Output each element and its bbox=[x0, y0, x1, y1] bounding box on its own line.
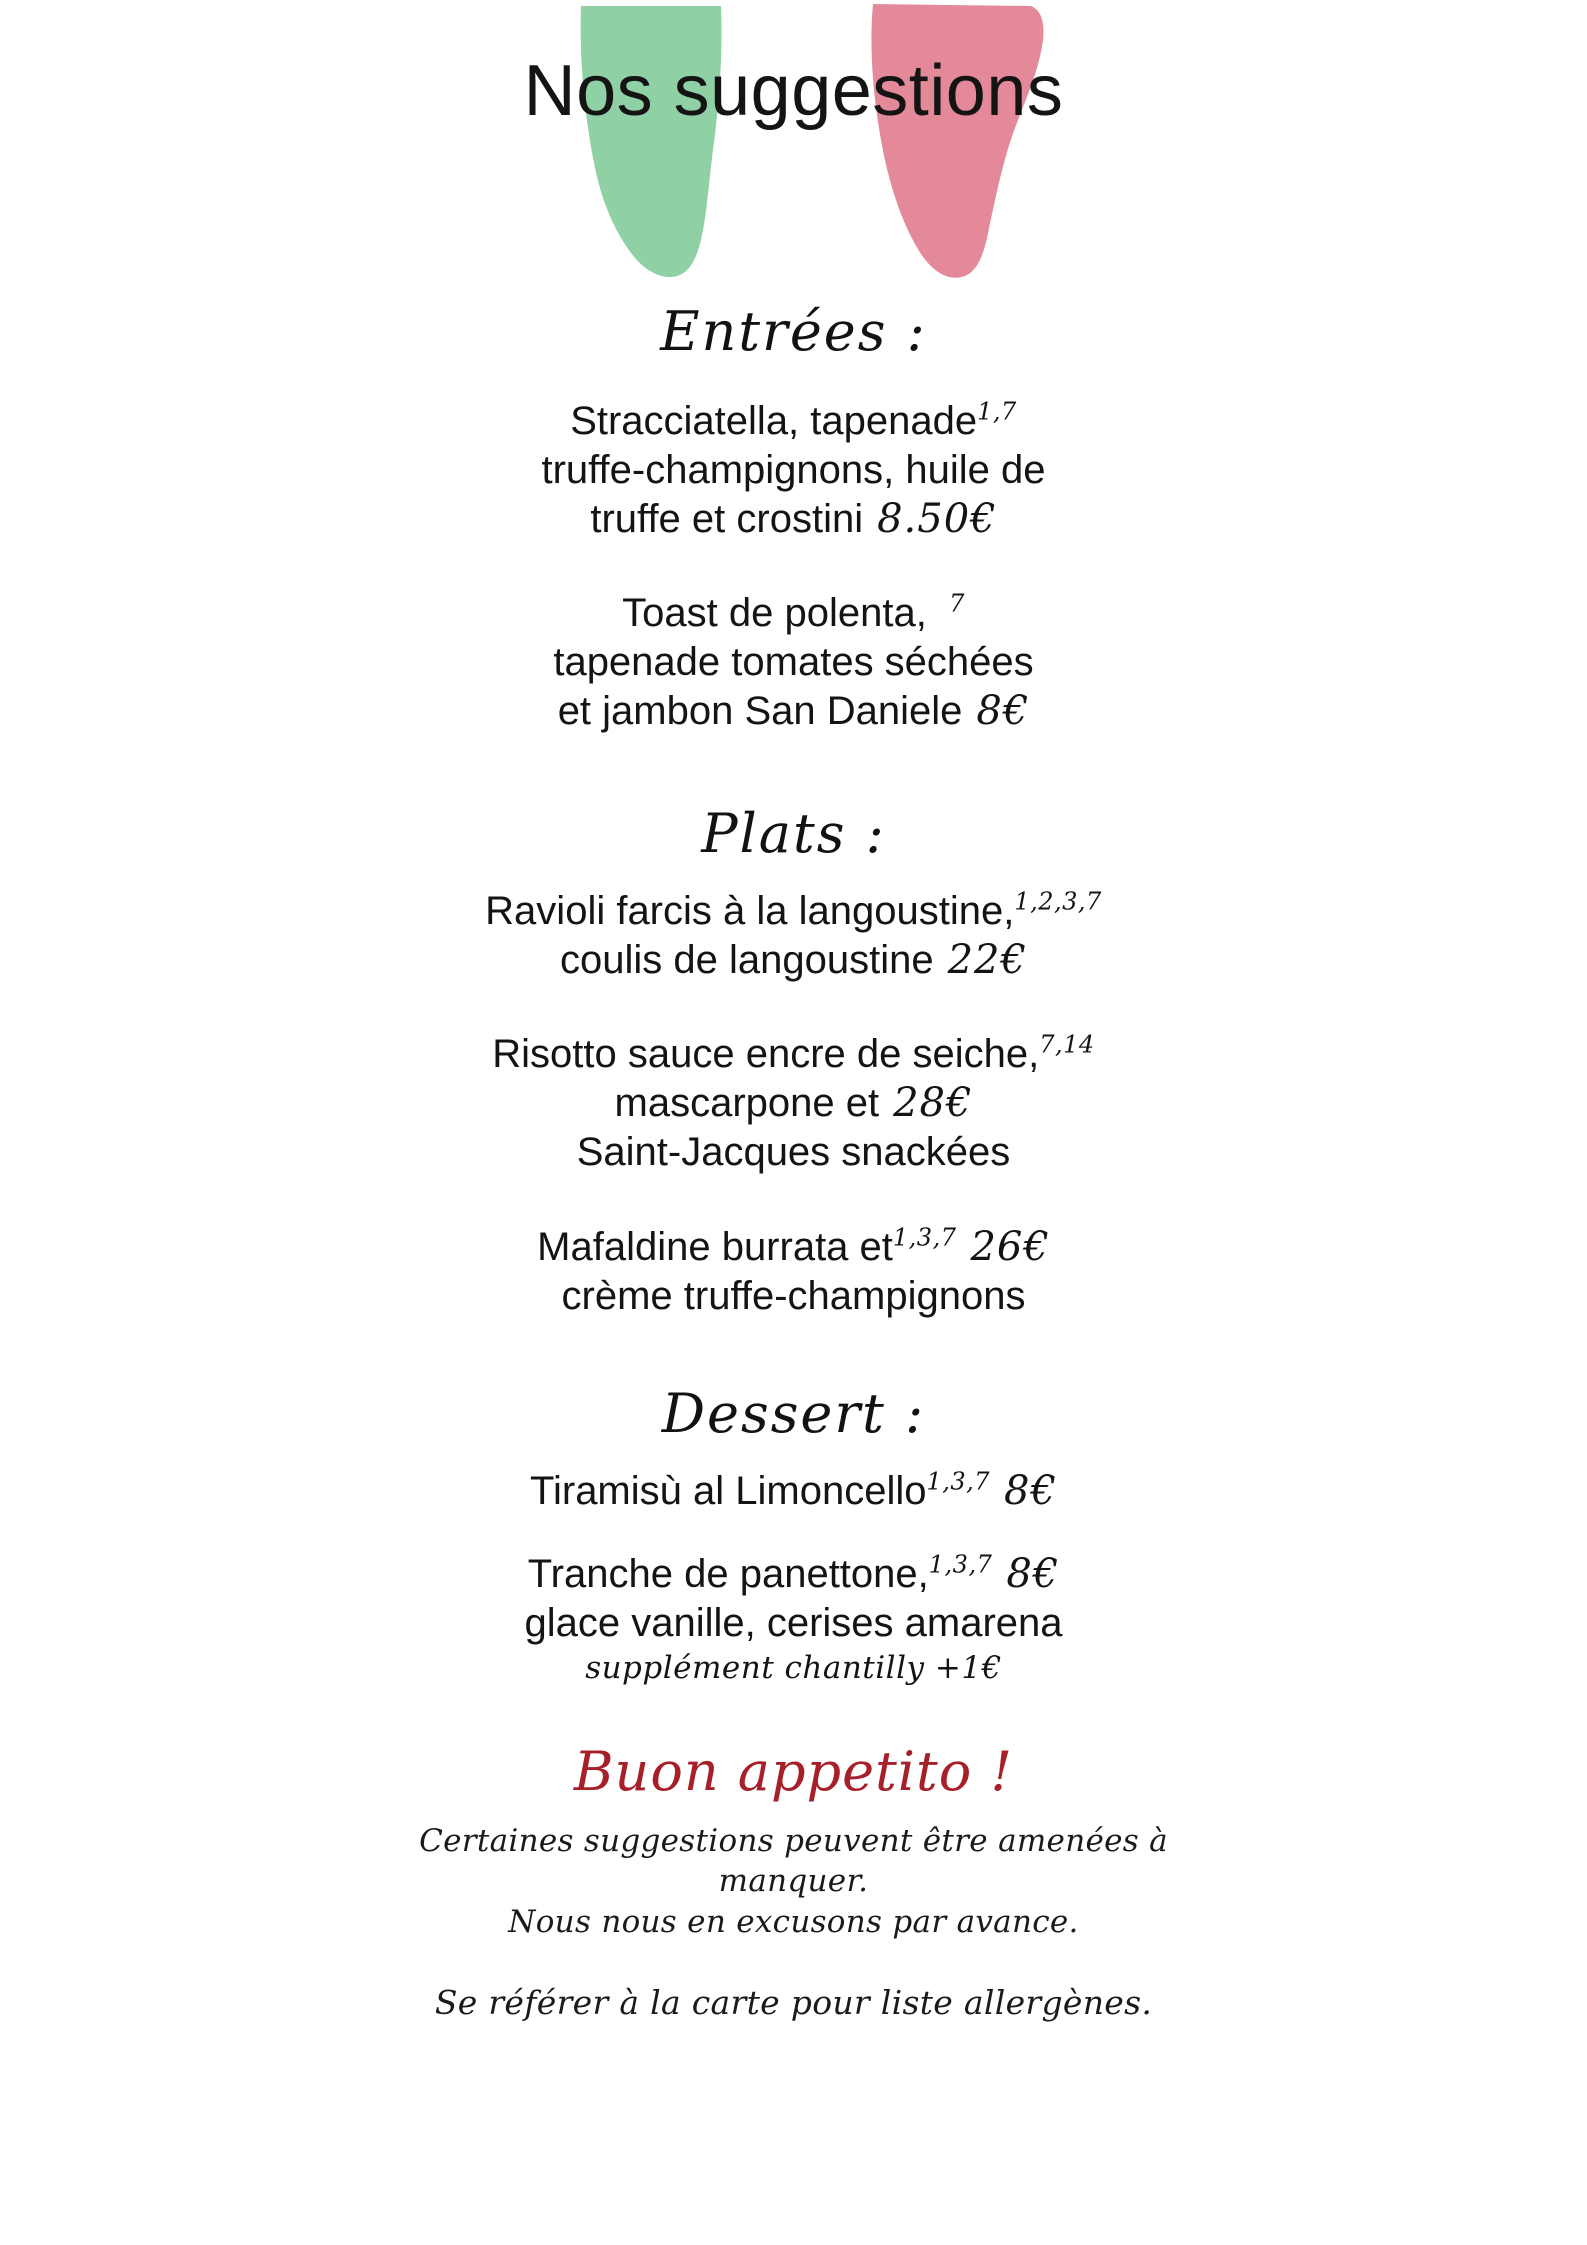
menu-item bbox=[164, 887, 1424, 985]
menu-item-text: Risotto sauce encre de seiche, bbox=[492, 1032, 1040, 1077]
menu-item-line bbox=[204, 687, 1384, 736]
menu-item-line bbox=[204, 1223, 1384, 1272]
allergen-codes: 1,3,7 bbox=[926, 1468, 991, 1497]
menu-item-price: 8.50€ bbox=[877, 495, 997, 542]
menu-item-line bbox=[204, 1467, 1384, 1516]
section-heading-dessert: Dessert : bbox=[661, 1382, 926, 1446]
spacer bbox=[0, 543, 1587, 589]
menu-item-price: 22€ bbox=[947, 936, 1027, 983]
menu-item-price: 8€ bbox=[1006, 1551, 1060, 1598]
menu-item-line bbox=[204, 887, 1384, 936]
section-heading-plats: Plats : bbox=[701, 801, 886, 865]
availability-note bbox=[0, 1821, 1587, 1944]
menu-item-price: 26€ bbox=[970, 1223, 1050, 1270]
menu-item bbox=[164, 397, 1424, 543]
menu-item-line: tapenade tomates séchées bbox=[553, 640, 1034, 685]
menu-item-line bbox=[204, 1079, 1384, 1128]
menu-item-supplement: supplément chantilly +1€ bbox=[585, 1649, 1002, 1686]
page-title: Nos suggestions bbox=[523, 51, 1064, 131]
availability-note-line: Certaines suggestions peuvent être amenées à bbox=[419, 1822, 1168, 1859]
allergen-codes: 1,7 bbox=[977, 397, 1017, 426]
menu-item-line bbox=[204, 1550, 1384, 1599]
menu-item bbox=[164, 589, 1424, 735]
spacer bbox=[0, 363, 1587, 397]
menu-item-line bbox=[204, 589, 1384, 638]
spacer bbox=[0, 984, 1587, 1030]
allergen-codes: 1,3,7 bbox=[892, 1223, 957, 1252]
menu-item-price: 28€ bbox=[893, 1080, 973, 1127]
menu-item-text: Tiramisù al Limoncello bbox=[530, 1469, 927, 1514]
menu-item-line bbox=[204, 397, 1384, 446]
spacer bbox=[0, 865, 1587, 887]
menu-item bbox=[164, 1467, 1424, 1516]
section-heading-entrees: Entrées : bbox=[660, 300, 927, 363]
spacer bbox=[0, 1445, 1587, 1467]
menu-item-line: truffe-champignons, huile de bbox=[541, 447, 1046, 492]
italy-flag-shape-icon bbox=[573, 0, 1113, 285]
menu-item-text: Mafaldine burrata et bbox=[537, 1224, 893, 1269]
spacer bbox=[0, 1177, 1587, 1223]
menu-item-line bbox=[204, 936, 1384, 985]
availability-note-line: Nous nous en excusons par avance. bbox=[508, 1904, 1079, 1941]
menu-item bbox=[164, 1030, 1424, 1176]
menu-item-text: Ravioli farcis à la langoustine, bbox=[485, 888, 1015, 933]
menu-item-text: et jambon San Daniele bbox=[557, 688, 963, 733]
menu-item bbox=[164, 1223, 1424, 1321]
menu-item-line: Saint-Jacques snackées bbox=[576, 1129, 1011, 1174]
availability-note-line: manquer. bbox=[718, 1863, 869, 1900]
allergen-codes: 1,3,7 bbox=[928, 1550, 993, 1579]
spacer bbox=[0, 1516, 1587, 1550]
menu-item-price: 8€ bbox=[976, 687, 1030, 734]
allergen-codes: 7,14 bbox=[1039, 1031, 1095, 1060]
menu-item-text: truffe et crostini bbox=[590, 496, 864, 541]
menu-item-text: mascarpone et bbox=[614, 1081, 880, 1126]
menu-item-text: Stracciatella, tapenade bbox=[570, 399, 978, 443]
menu-item-text: Toast de polenta, bbox=[622, 591, 927, 636]
buon-appetito-text: Buon appetito ! bbox=[573, 1739, 1014, 1803]
allergen-note: Se référer à la carte pour liste allergènes. bbox=[434, 1983, 1153, 2023]
menu-item-line: glace vanille, cerises amarena bbox=[524, 1600, 1063, 1645]
menu-header bbox=[0, 0, 1587, 290]
menu-item-text: coulis de langoustine bbox=[560, 937, 934, 982]
menu-item-text: Tranche de panettone, bbox=[527, 1552, 929, 1597]
menu-item-line bbox=[204, 495, 1384, 544]
menu-item-line: crème truffe-champignons bbox=[561, 1273, 1026, 1318]
menu-item-price: 8€ bbox=[1004, 1468, 1057, 1515]
menu-item bbox=[164, 1550, 1424, 1687]
allergen-codes: 7 bbox=[949, 590, 965, 619]
menu-item-line bbox=[204, 1030, 1384, 1079]
allergen-codes: 1,2,3,7 bbox=[1014, 887, 1102, 916]
